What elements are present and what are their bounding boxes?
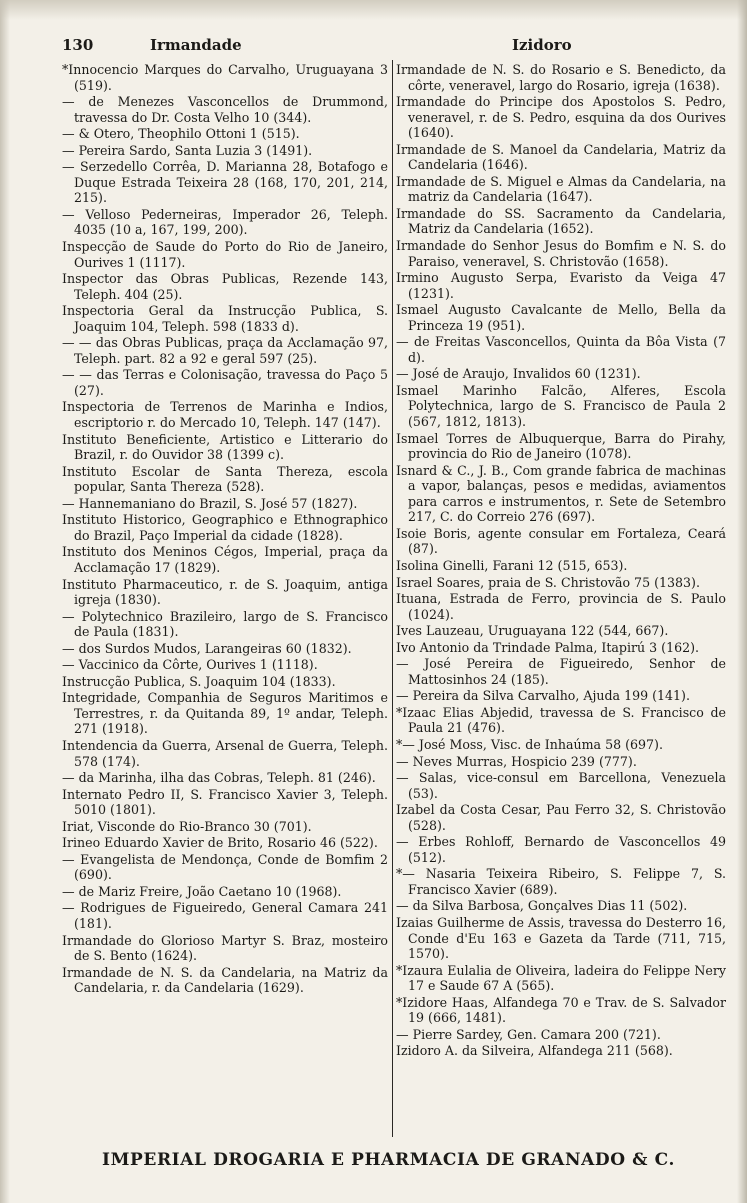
list-item: — Neves Murras, Hospicio 239 (777). xyxy=(396,753,637,769)
column-divider xyxy=(392,60,393,1137)
list-item: Israel Soares, praia de S. Christovão 75 (1383). xyxy=(396,574,700,590)
list-item: Irmandade de S. Miguel e Almas da Candelaria, na matriz da Candelaria (1647). xyxy=(396,173,726,205)
list-item: *Izaura Eulalia de Oliveira, ladeira do Felippe Nery 17 e Saude 67 A (565). xyxy=(396,962,726,994)
list-item: — Pereira Sardo, Santa Luzia 3 (1491). xyxy=(62,142,313,158)
page-number: 130 xyxy=(62,36,94,54)
list-item: — Polytechnico Brazileiro, largo de S. Francisco de Paula (1831). xyxy=(62,608,388,640)
list-item: Instituto Historico, Geographico e Ethnographico do Brazil, Paço Imperial da cidade (1828). xyxy=(62,512,388,543)
list-item: — da Marinha, ilha das Cobras, Teleph. 81 (246). xyxy=(62,770,376,786)
list-item: Irmandade de N. S. do Rosario e S. Benedicto, da côrte, veneravel, largo do Rosario, igreja (1638). xyxy=(396,62,726,93)
list-item: — — das Terras e Colonisação, travessa do Paço 5 (27). xyxy=(62,367,388,398)
list-item: *Izaac Elias Abjedid, travessa de S. Francisco de Paula 21 (476). xyxy=(396,704,726,736)
right-column xyxy=(396,62,726,1145)
page-left-edge xyxy=(0,0,10,1203)
list-item: Isoie Boris, agente consular em Fortaleza, Ceará (87). xyxy=(396,525,726,557)
list-item: — Pereira da Silva Carvalho, Ajuda 199 (141). xyxy=(396,688,690,704)
list-item: Inspecção de Saude do Porto do Rio de Janeiro, Ourives 1 (1117). xyxy=(62,239,388,270)
list-item: Irmandade de N. S. da Candelaria, na Matriz da Candelaria, r. da Candelaria (1629). xyxy=(62,964,388,996)
list-item: Irmandade do Principe dos Apostolos S. Pedro, veneravel, r. de S. Pedro, esquina da dos Ourives (1640). xyxy=(396,94,726,141)
list-item: Irmandade do SS. Sacramento da Candelaria, Matriz da Candelaria (1652). xyxy=(396,205,726,237)
list-item: Inspectoria de Terrenos de Marinha e Indios, escriptorio r. do Mercado 10, Teleph. 147 (147). xyxy=(62,399,388,431)
list-item: *Innocencio Marques do Carvalho, Uruguayana 3 (519). xyxy=(62,62,388,93)
list-item: Irmandade do Glorioso Martyr S. Braz, mosteiro de S. Bento (1624). xyxy=(62,932,388,964)
list-item: Isolina Ginelli, Farani 12 (515, 653). xyxy=(396,557,628,573)
list-item: — da Silva Barbosa, Gonçalves Dias 11 (502). xyxy=(396,898,688,914)
list-item: — Erbes Rohloff, Bernardo de Vasconcellos 49 (512). xyxy=(396,834,726,865)
list-item: Instituto dos Meninos Cégos, Imperial, praça da Acclamação 17 (1829). xyxy=(62,544,388,575)
list-item: Izabel da Costa Cesar, Pau Ferro 32, S. Christovão (528). xyxy=(396,802,726,833)
list-item: Isnard & C., J. B., Com grande fabrica de machinas a vapor, balanças, pesos e medidas, aviamentos para carros e instrumentos, r. Sete de Setembro 217, C. do Correio 276 (697). xyxy=(396,462,726,525)
list-item: — & Otero, Theophilo Ottoni 1 (515). xyxy=(62,126,300,142)
list-item: Ismael Marinho Falcão, Alferes, Escola Polytechnica, largo de S. Francisco de Paula 2 (567, 1812, 1813). xyxy=(396,382,726,430)
list-item: — Salas, vice-consul em Barcellona, Venezuela (53). xyxy=(396,770,726,801)
list-item: Instrucção Publica, S. Joaquim 104 (1833). xyxy=(62,673,336,689)
list-item: Integridade, Companhia de Seguros Maritimos e Terrestres, r. da Quitanda 89, 1º andar, Teleph. 271 (1918). xyxy=(62,690,388,737)
list-item: — José de Araujo, Invalidos 60 (1231). xyxy=(396,366,641,382)
list-item: — — das Obras Publicas, praça da Acclamação 97, Teleph. part. 82 a 92 e geral 597 (25). xyxy=(62,335,388,366)
list-item: — dos Surdos Mudos, Larangeiras 60 (1832). xyxy=(62,640,352,656)
list-item: Irineo Eduardo Xavier de Brito, Rosario 46 (522). xyxy=(62,835,378,851)
list-item: Intendencia da Guerra, Arsenal de Guerra, Teleph. 578 (174). xyxy=(62,737,388,769)
list-item: — Vaccinico da Côrte, Ourives 1 (1118). xyxy=(62,657,318,673)
list-item: Instituto Escolar de Santa Thereza, escola popular, Santa Thereza (528). xyxy=(62,463,388,495)
list-item: Irmandade de S. Manoel da Candelaria, Matriz da Candelaria (1646). xyxy=(396,141,726,173)
list-item: — Hannemaniano do Brazil, S. José 57 (1827). xyxy=(62,495,358,511)
list-item: — de Freitas Vasconcellos, Quinta da Bôa Vista (7 d). xyxy=(396,334,726,365)
list-item: — Velloso Pederneiras, Imperador 26, Teleph. 4035 (10 a, 167, 199, 200). xyxy=(62,206,388,238)
list-item: Ivo Antonio da Trindade Palma, Itapirú 3 (162). xyxy=(396,639,700,655)
list-item: Ives Lauzeau, Uruguayana 122 (544, 667). xyxy=(396,623,669,639)
list-item: Inspectoria Geral da Instrucção Publica, S. Joaquim 104, Teleph. 598 (1833 d). xyxy=(62,303,388,334)
list-item: Instituto Beneficiente, Artistico e Litterario do Brazil, r. do Ouvidor 38 (1399 c). xyxy=(62,431,388,463)
list-item: *Izidore Haas, Alfandega 70 e Trav. de S. Salvador 19 (666, 1481). xyxy=(396,994,726,1026)
list-item: — de Mariz Freire, João Caetano 10 (1968). xyxy=(62,883,342,899)
list-item: Ismael Torres de Albuquerque, Barra do Pirahy, provincia do Rio de Janeiro (1078). xyxy=(396,430,726,462)
list-item: — Serzedello Corrêa, D. Marianna 28, Botafogo e Duque Estrada Teixeira 28 (168, 170, 201, 214, 215). xyxy=(62,159,388,206)
list-item: Irmino Augusto Serpa, Evaristo da Veiga 47 (1231). xyxy=(396,270,726,301)
list-item: — José Pereira de Figueiredo, Senhor de Mattosinhos 24 (185). xyxy=(396,656,726,687)
list-item: — Rodrigues de Figueiredo, General Camara 241 (181). xyxy=(62,900,388,931)
list-item: — de Menezes Vasconcellos de Drummond, travessa do Dr. Costa Velho 10 (344). xyxy=(62,94,388,125)
list-item: Inspector das Obras Publicas, Rezende 143, Teleph. 404 (25). xyxy=(62,271,388,302)
left-column xyxy=(62,62,388,1145)
page-header xyxy=(60,34,729,58)
list-item: — Evangelista de Mendonça, Conde de Bomfim 2 (690). xyxy=(62,851,388,883)
list-item: *— José Moss, Visc. de Inhaúma 58 (697). xyxy=(396,736,663,752)
list-item: Izidoro A. da Silveira, Alfandega 211 (568). xyxy=(396,1043,673,1059)
list-item: Iriat, Visconde do Rio-Branco 30 (701). xyxy=(62,818,312,834)
page-top-shadow xyxy=(0,0,747,20)
list-item: Instituto Pharmaceutico, r. de S. Joaquim, antiga igreja (1830). xyxy=(62,576,388,608)
list-item: Izaias Guilherme de Assis, travessa do Desterro 16, Conde d'Eu 163 e Gazeta da Tarde (711, 715, 1570). xyxy=(396,914,726,962)
list-item: Ismael Augusto Cavalcante de Mello, Bella da Princeza 19 (951). xyxy=(396,302,726,333)
list-item: Ituana, Estrada de Ferro, provincia de S. Paulo (1024). xyxy=(396,591,726,622)
footer-advertisement: IMPERIAL DROGARIA E PHARMACIA DE GRANADO & C. xyxy=(102,1150,675,1170)
list-item: Internato Pedro II, S. Francisco Xavier 3, Teleph. 5010 (1801). xyxy=(62,786,388,818)
page-right-edge xyxy=(737,0,747,1203)
header-right-title: Izidoro xyxy=(512,36,572,54)
list-item: — Pierre Sardey, Gen. Camara 200 (721). xyxy=(396,1026,661,1042)
header-left-title: Irmandade xyxy=(150,36,242,54)
list-item: Irmandade do Senhor Jesus do Bomfim e N. S. do Paraiso, veneravel, S. Christovão (1658). xyxy=(396,238,726,269)
list-item: *— Nasaria Teixeira Ribeiro, S. Felippe 7, S. Francisco Xavier (689). xyxy=(396,866,726,897)
